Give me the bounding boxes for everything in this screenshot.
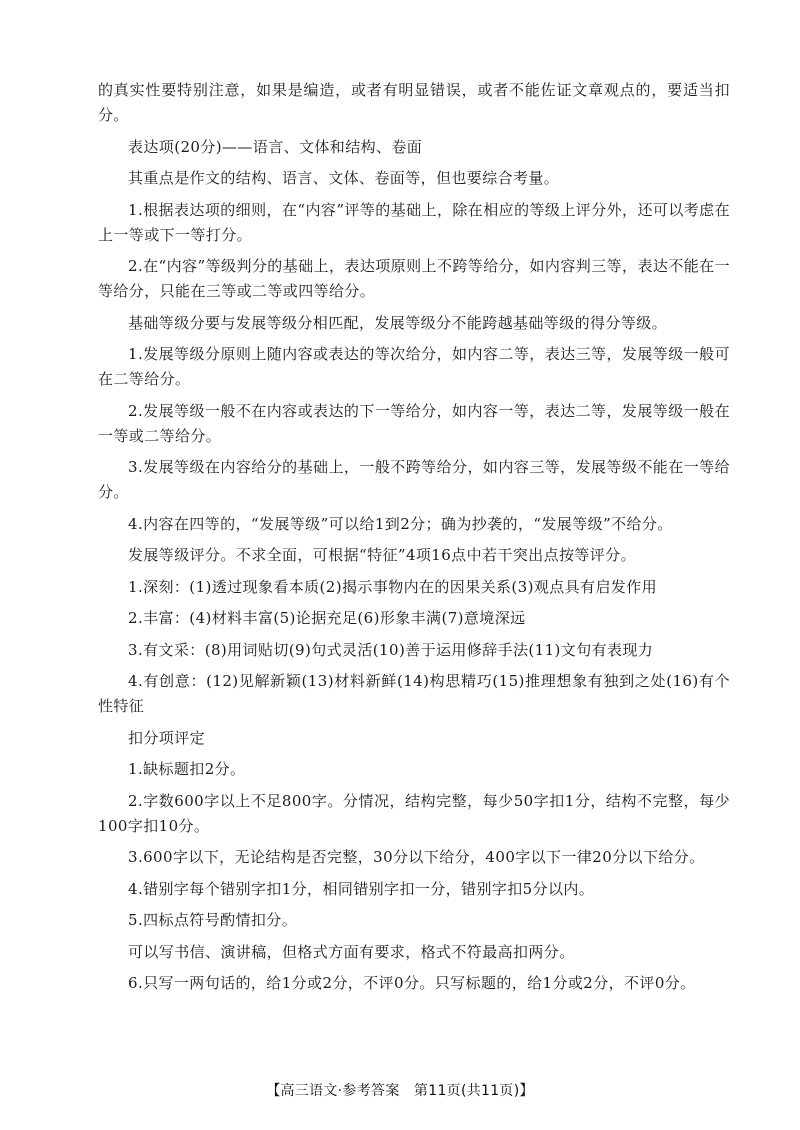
body-paragraph: 6.只写一两句话的，给1分或2分，不评0分。只写标题的，给1分或2分，不评0分。 bbox=[128, 974, 696, 992]
body-paragraph: 表达项(20分)——语言、文体和结构、卷面 bbox=[128, 137, 423, 156]
body-paragraph: 2.丰富：(4)材料丰富(5)论据充足(6)形象丰满(7)意境深远 bbox=[128, 609, 526, 627]
body-paragraph: 发展等级评分。不求全面，可根据“特征”4项16点中若干突出点按等评分。 bbox=[128, 546, 636, 564]
document-body bbox=[98, 78, 730, 1003]
body-paragraph: 的真实性要特别注意，如果是编造，或者有明显错误，或者不能佐证文章观点的，要适当扣分。 bbox=[98, 81, 730, 124]
body-paragraph: 1.深刻：(1)透过现象看本质(2)揭示事物内在的因果关系(3)观点具有启发作用 bbox=[128, 577, 658, 596]
body-paragraph: 4.错别字每个错别字扣1分，相同错别字扣一分，错别字扣5分以内。 bbox=[128, 879, 595, 898]
body-paragraph: 2.发展等级一般不在内容或表达的下一等给分，如内容一等，表达二等，发展等级一般在一等或二等给分。 bbox=[98, 401, 730, 445]
body-paragraph: 3.600字以下，无论结构是否完整，30分以下给分，400字以下一律20分以下给分。 bbox=[128, 848, 705, 866]
body-paragraph: 可以写书信、演讲稿，但格式方面有要求，格式不符最高扣两分。 bbox=[128, 942, 575, 961]
body-paragraph: 1.根据表达项的细则，在“内容”评等的基础上，除在相应的等级上评分外，还可以考虑在上一等或下一等打分。 bbox=[98, 200, 730, 244]
body-paragraph: 基础等级分要与发展等级分相匹配，发展等级分不能跨越基础等级的得分等级。 bbox=[128, 313, 668, 332]
body-paragraph: 5.四标点符号酌情扣分。 bbox=[128, 911, 298, 929]
body-paragraph: 1.缺标题扣2分。 bbox=[128, 760, 246, 778]
page-footer: 【高三语文·参考答案 第11页(共11页)】 bbox=[266, 1083, 534, 1099]
body-paragraph: 4.内容在四等的，“发展等级”可以给1到2分；确为抄袭的，“发展等级”不给分。 bbox=[128, 514, 673, 533]
body-paragraph: 2.字数600字以上不足800字。分情况，结构完整，每少50字扣1分，结构不完整，每少100字扣10分。 bbox=[98, 791, 730, 835]
body-paragraph: 2.在“内容”等级判分的基础上，表达项原则上不跨等给分，如内容判三等，表达不能在一等给分，只能在三等或二等或四等给分。 bbox=[98, 257, 730, 300]
body-paragraph: 3.发展等级在内容给分的基础上，一般不跨等给分，如内容三等，发展等级不能在一等给分。 bbox=[98, 458, 730, 501]
body-paragraph: 扣分项评定 bbox=[128, 728, 206, 747]
body-paragraph: 1.发展等级分原则上随内容或表达的等次给分，如内容二等，表达三等，发展等级一般可在二等给分。 bbox=[98, 345, 730, 388]
body-paragraph: 4.有创意：(12)见解新颖(13)材料新鲜(14)构思精巧(15)推理想象有独到之处(16)有个性特征 bbox=[98, 672, 730, 715]
body-paragraph: 3.有文采：(8)用词贴切(9)句式灵活(10)善于运用修辞手法(11)文句有表现力 bbox=[128, 640, 654, 659]
body-paragraph: 其重点是作文的结构、语言、文体、卷面等，但也要综合考量。 bbox=[128, 169, 560, 187]
